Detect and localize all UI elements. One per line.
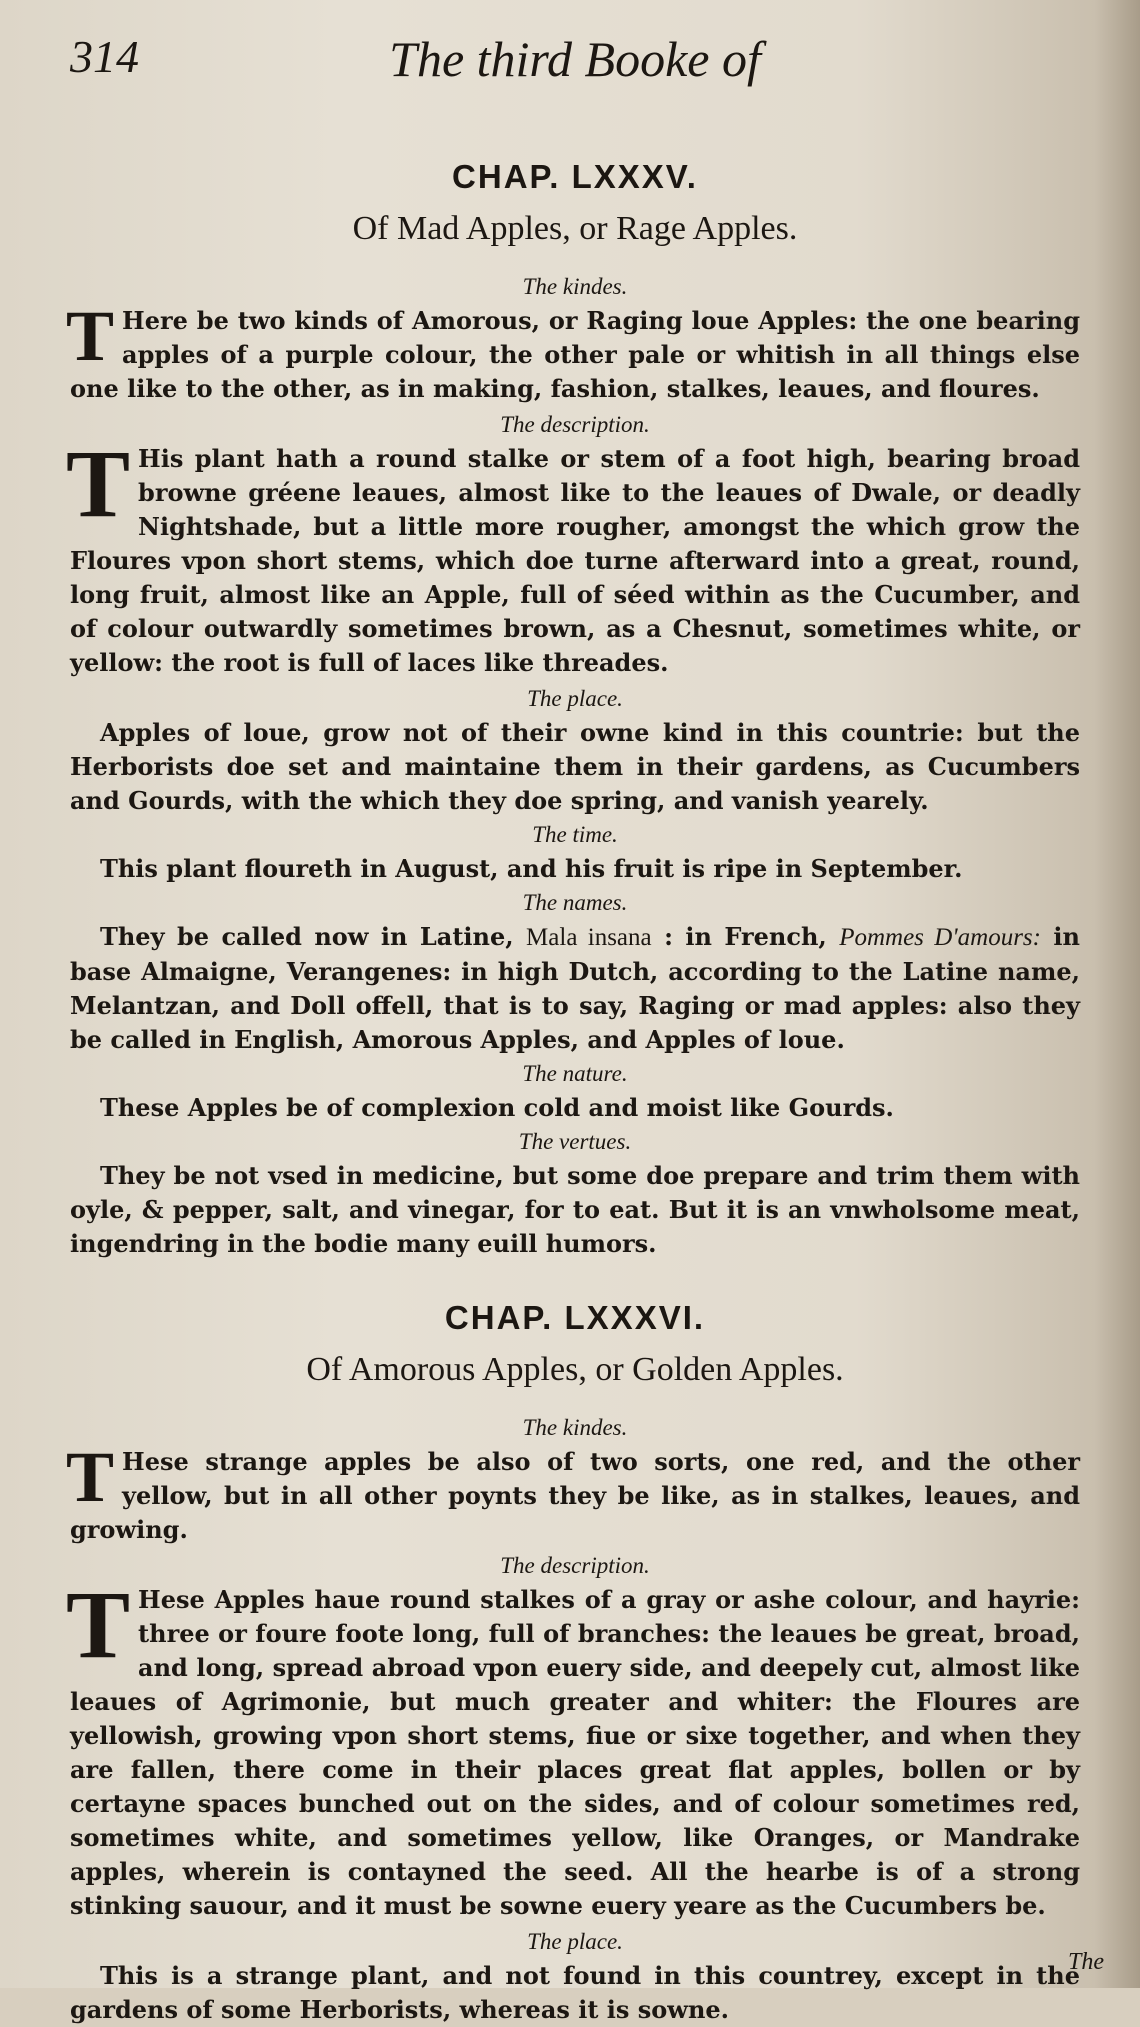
ch85-nature-label: The nature. [522,1061,628,1086]
ch85-description-paragraph [66,430,1080,680]
ch85-place-text: Apples of loue, grow not of their owne kind in this countrie: but the Herborists doe set and maintaine them in their gardens, as Cucumbers and Gourds, with the which they doe spring, and vanish yearely. [70,718,1080,815]
drop-cap: T [66,430,131,537]
ch86-kindes-label: The kindes. [522,1415,628,1440]
names-french: Pommes D'amours: [839,924,1041,951]
running-title: The third Booke of [389,31,761,87]
ch85-time-text: This plant floureth in August, and his fruit is ripe in September. [100,854,963,883]
ch85-vertues-label: The vertues. [518,1129,632,1154]
ch86-place-text: This is a strange plant, and not found in this countrey, except in the gardens of some Herborists, whereas it is sowne. [70,1961,1080,2024]
ch85-description-text: His plant hath a round stalke or stem of a foot high, bearing broad browne gréene leaues, almost like to the leaues of Dwale, or deadly Nightshade, but a little more rougher, amongst the which grow the Floures vpon short stems, which doe turne afterward into a great, round, long fruit, almost like an Apple, full of séed within as the Cucumber, and of colour outwardly sometimes brown, as a Chesnut, sometimes white, or yellow: the root is full of laces like threades. [70,444,1080,677]
page-number: 314 [70,31,139,82]
ch85-names-label: The names. [522,890,628,915]
ch86-description-paragraph [66,1571,1080,1923]
drop-cap: T [66,1437,115,1517]
ch85-nature-text: These Apples be of complexion cold and moist like Gourds. [100,1093,894,1122]
chapter-86-heading: CHAP. LXXXVI. [444,1299,706,1336]
ch86-place-label: The place. [527,1929,623,1954]
ch85-vertues-text: They be not vsed in medicine, but some doe prepare and trim them with oyle, & pepper, salt, and vinegar, for to eat. But it is an vnwholsome meat, ingendring in the bodie many euill humors. [70,1161,1080,1258]
ch85-names-paragraph [70,920,1080,1057]
ch86-description-text: Hese Apples haue round stalkes of a gray or ashe colour, and hayrie: three or foure foote long, full of branches: the leaues be great, broad, and long, spread abroad vpon euery side, and deepely cut, almost like leaues of Agrimonie, but much greater and whiter: the Floures are yellowish, growing vpon short stems, fiue or sixe together, and when they are fallen, there come in their places great flat apples, bollen or by certayne spaces bunched out on the sides, and of colour sometimes red, sometimes white, and sometimes yellow, like Oranges, or Mandrake apples, wherein is contayned the seed. All the hearbe is of a strong stinking sauour, and it must be sowne euery yeare as the Cucumbers be. [70,1585,1080,1920]
names-latin: Mala insana [526,924,652,951]
drop-cap: T [66,296,115,376]
catchword: The [1068,1949,1104,1975]
chapter-85-heading: CHAP. LXXXV. [452,158,698,195]
drop-cap: T [66,1571,131,1678]
ch85-kindes-text: Here be two kinds of Amorous, or Raging loue Apples: the one bearing apples of a purple colour, the other pale or whitish in all things else one like to the other, as in making, fashion, stalkes, leaues, and floures. [70,306,1080,403]
names-text-b: : in French, [664,922,827,951]
ch85-time-label: The time. [532,822,618,847]
ch85-kindes-paragraph [66,296,1080,406]
chapter-85-subtitle: Of Mad Apples, or Rage Apples. [352,210,798,247]
ch85-kindes-label: The kindes. [522,274,628,299]
ch85-description-label: The description. [500,412,650,437]
names-text-c: in base Almaigne, Verangenes: in high Dutch, according to the Latine name, Melantzan, and Doll offell, that is to say, Raging or mad apples: also they be called in English, Amorous Apples, and Apples of loue. [70,922,1080,1054]
ch86-description-label: The description. [500,1553,650,1578]
ch86-kindes-paragraph [66,1437,1080,1547]
ch85-place-label: The place. [527,686,623,711]
running-head [70,30,1080,100]
chapter-86-subtitle: Of Amorous Apples, or Golden Apples. [306,1351,844,1388]
names-text-a: They be called now in Latine, [100,922,514,951]
ch86-kindes-text: Hese strange apples be also of two sorts, one red, and the other yellow, but in all other poynts they be like, as in stalkes, leaues, and growing. [70,1447,1080,1544]
